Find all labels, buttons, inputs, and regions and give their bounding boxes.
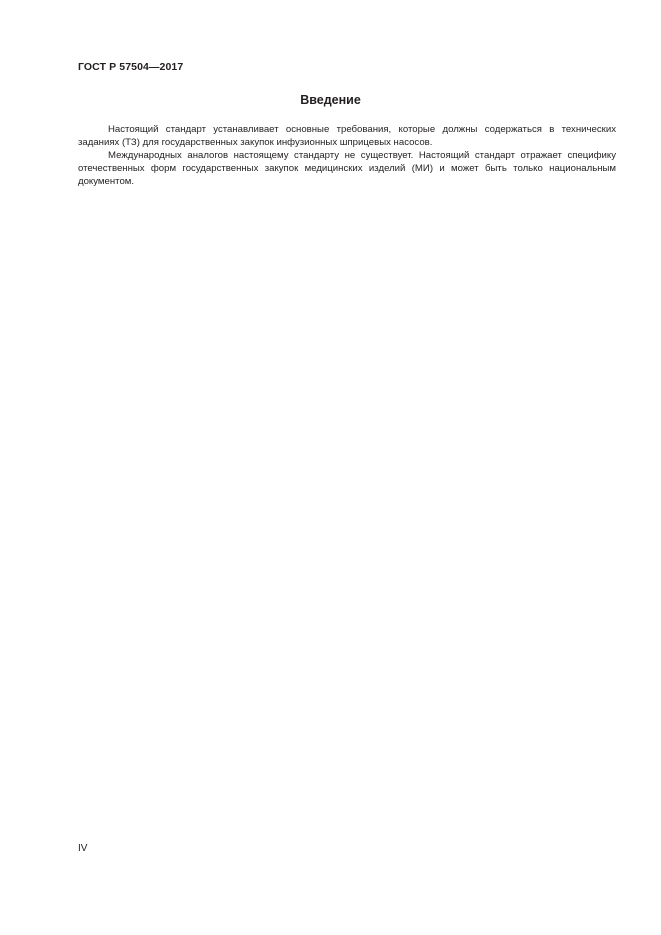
body-text [78, 123, 616, 188]
document-header-code: ГОСТ Р 57504—2017 [78, 61, 184, 73]
paragraph: Международных аналогов настоящему стандарту не существует. Настоящий стандарт отражает специфику отечественных форм государственных закупок медицинских изделий (МИ) и может быть только национальным документом. [78, 150, 616, 188]
paragraph: Настоящий стандарт устанавливает основные требования, которые должны содержаться в технических заданиях (ТЗ) для государственных закупок инфузионных шприцевых насосов. [78, 124, 616, 149]
section-title: Введение [300, 93, 361, 107]
page-number: IV [78, 843, 88, 854]
